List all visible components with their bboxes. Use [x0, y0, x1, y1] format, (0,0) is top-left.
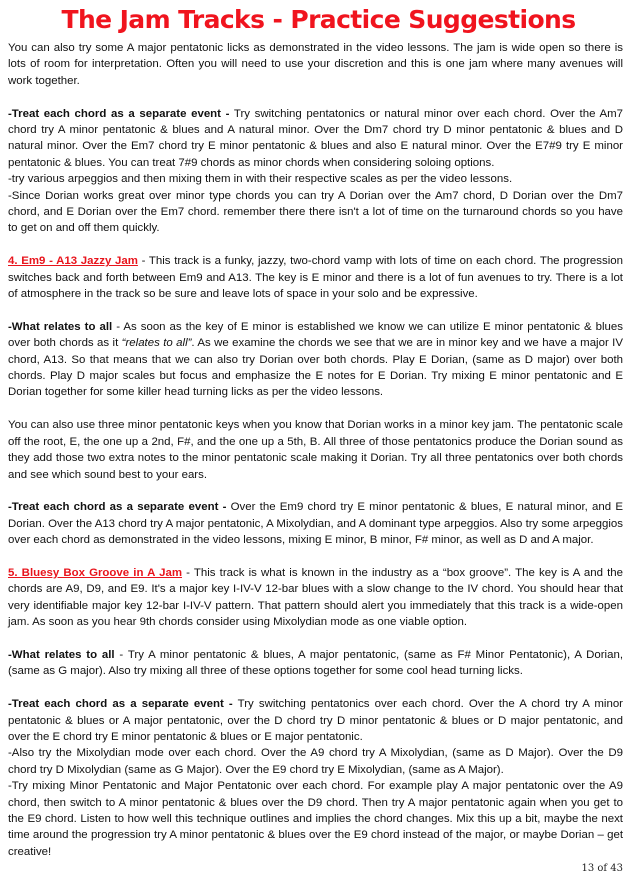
treat-label: -Treat each chord as a separate event -	[8, 107, 230, 120]
paragraph-gap	[8, 401, 623, 417]
treat-label: -Treat each chord as a separate event -	[8, 698, 233, 711]
section4-intro-text: - This track is a funky, jazzy, two-chord vamp with lots of time on each chord. The progression switches back and forth between Em9 and A13. The key is E minor and there is a lot of fun avenues to try. There is a lot of atmosphere in the track so be sure and leave lots of space in your solo and be expressive.	[8, 255, 623, 301]
document-body	[8, 40, 623, 860]
relates-text-a: - As soon as the key of E minor is established we know we can utilize E minor pentatonic & blues over both chords as it	[8, 320, 623, 350]
paragraph-gap	[8, 483, 623, 499]
section5-mixing-paragraph: -Try mixing Minor Pentatonic and Major Pentatonic over each chord. For example play A major pentatonic over the A9 chord, then switch to A minor pentatonic & blues over the D9 chord. Then try A major pentatonic again when you get to the E9 chord. Listen to how well this technique outlines and implies the chord changes. Mix this up a bit, maybe the next time around the progression try A minor pentatonic & blues over the E9 chord instead of the major, or maybe Dorian – get creative!	[8, 780, 623, 858]
section4-heading-link[interactable]: 4. Em9 - A13 Jazzy Jam	[8, 255, 138, 268]
treat-label: -Treat each chord as a separate event -	[8, 501, 227, 514]
paragraph-gap	[8, 89, 623, 105]
section4-treat-paragraph	[8, 499, 623, 548]
intro-paragraph: You can also try some A major pentatonic licks as demonstrated in the video lessons. The jam is wide open so there is lots of room for interpretation. Often you will need to use your discretion and this is one jam where many avenues will work together.	[8, 42, 623, 87]
section5-treat-paragraph	[8, 696, 623, 745]
paragraph-gap	[8, 237, 623, 253]
treat-text: Over the Em9 chord try E minor pentatonic & blues, E natural minor, and E Dorian. Over the A13 chord try A major pentatonic, A Mixolydian, and A dominant type arpeggios. Also try some arpeggios over each chord as demonstrated in the video lessons, mixing E minor, B minor, F# minor, as well as D and A major.	[8, 501, 623, 547]
section3-treat-paragraph	[8, 106, 623, 172]
relates-quote: “relates to all”	[121, 337, 192, 350]
paragraph-gap	[8, 302, 623, 318]
section5-heading-link[interactable]: 5. Bluesy Box Groove in A Jam	[8, 566, 183, 579]
section5-intro-text: - This track is what is known in the industry as a “box groove”. The key is A and the chords are A9, D9, and E9. It's a major key I-IV-V 12-bar blues with a slow change to the IV chord. You should hear that very identifiable major key 12-bar I-IV-V pattern. That pattern should alert you immediately that this track is a wide-open jam. As soon as you hear 9th chords consider using Mixolydian mode as one viable option.	[8, 566, 623, 629]
section5-mixolydian-paragraph: -Also try the Mixolydian mode over each chord. Over the A9 chord try A Mixolydian, (same as D Major). Over the D9 chord try D Mixolydian (same as G Major). Over the E9 chord try E Mixolydian, (same as A Major).	[8, 747, 623, 776]
section4-intro-paragraph	[8, 253, 623, 302]
section5-relates-paragraph	[8, 647, 623, 680]
section3-dorian-paragraph: -Since Dorian works great over minor type chords you can try A Dorian over the Am7 chord, D Dorian over the Dm7 chord, and E Dorian over the Em7 chord. remember there there isn't a lot of time on the turnaround chords so you have to get on and off them quickly.	[8, 189, 623, 235]
treat-text: Try switching pentatonics over each chord. Over the A chord try A minor pentatonic & blues or A major pentatonic, over the D chord try D minor pentatonic & blues or D major pentatonic, and over the E chord try E minor pentatonic & blues or E major pentatonic.	[8, 698, 623, 743]
paragraph-gap	[8, 680, 623, 696]
section4-three-keys-paragraph: You can also use three minor pentatonic keys when you know that Dorian works in a minor key jam. The pentatonic scale off the root, E, the one up a 2nd, F#, and the one up a 5th, B. All three of those pentatonics produce the Dorian sound as they add those two extra notes to the minor pentatonic scale making it Dorian. Try all three pentatonics over both chords and see which sound best to your ears.	[8, 419, 623, 481]
relates-label: -What relates to all	[8, 320, 113, 333]
page-title: The Jam Tracks - Practice Suggestions	[61, 5, 576, 34]
section5-intro-paragraph	[8, 565, 623, 631]
page-number: 13 of 43	[581, 863, 623, 875]
relates-text-b: . As we examine the chords we see that we are in minor key and we have a major IV chord, A13. So that means that we can also try Dorian over both chords. Play E Dorian, (same as D major) over both chords. Play D major scales but focus and emphasize the E notes for E Dorian. Try mixing E minor pentatonic and E Dorian together for some killer head turning licks as per the video lessons.	[8, 337, 623, 399]
treat-text: Try switching pentatonics or natural minor over each chord. Over the Am7 chord try A minor pentatonic & blues and A natural minor. Over the Dm7 chord try D minor pentatonic & blues and D natural minor. Over the Em7 chord try E minor pentatonic & blues and also E natural minor. Over the E7#9 try E minor pentatonic & blues. You can treat 7#9 chords as minor chords when considering soloing options.	[8, 107, 623, 169]
paragraph-gap	[8, 549, 623, 565]
relates-text: - Try A minor pentatonic & blues, A major pentatonic, (same as F# Minor Pentatonic), A Dorian, (same as G major). Also try mixing all three of these options together for some cool head turning licks.	[8, 648, 623, 678]
paragraph-gap	[8, 631, 623, 647]
relates-label: -What relates to all	[8, 648, 115, 661]
section4-relates-paragraph	[8, 319, 623, 401]
section3-arpeggios-paragraph: -try various arpeggios and then mixing them in with their respective scales as per the video lessons.	[8, 173, 513, 186]
